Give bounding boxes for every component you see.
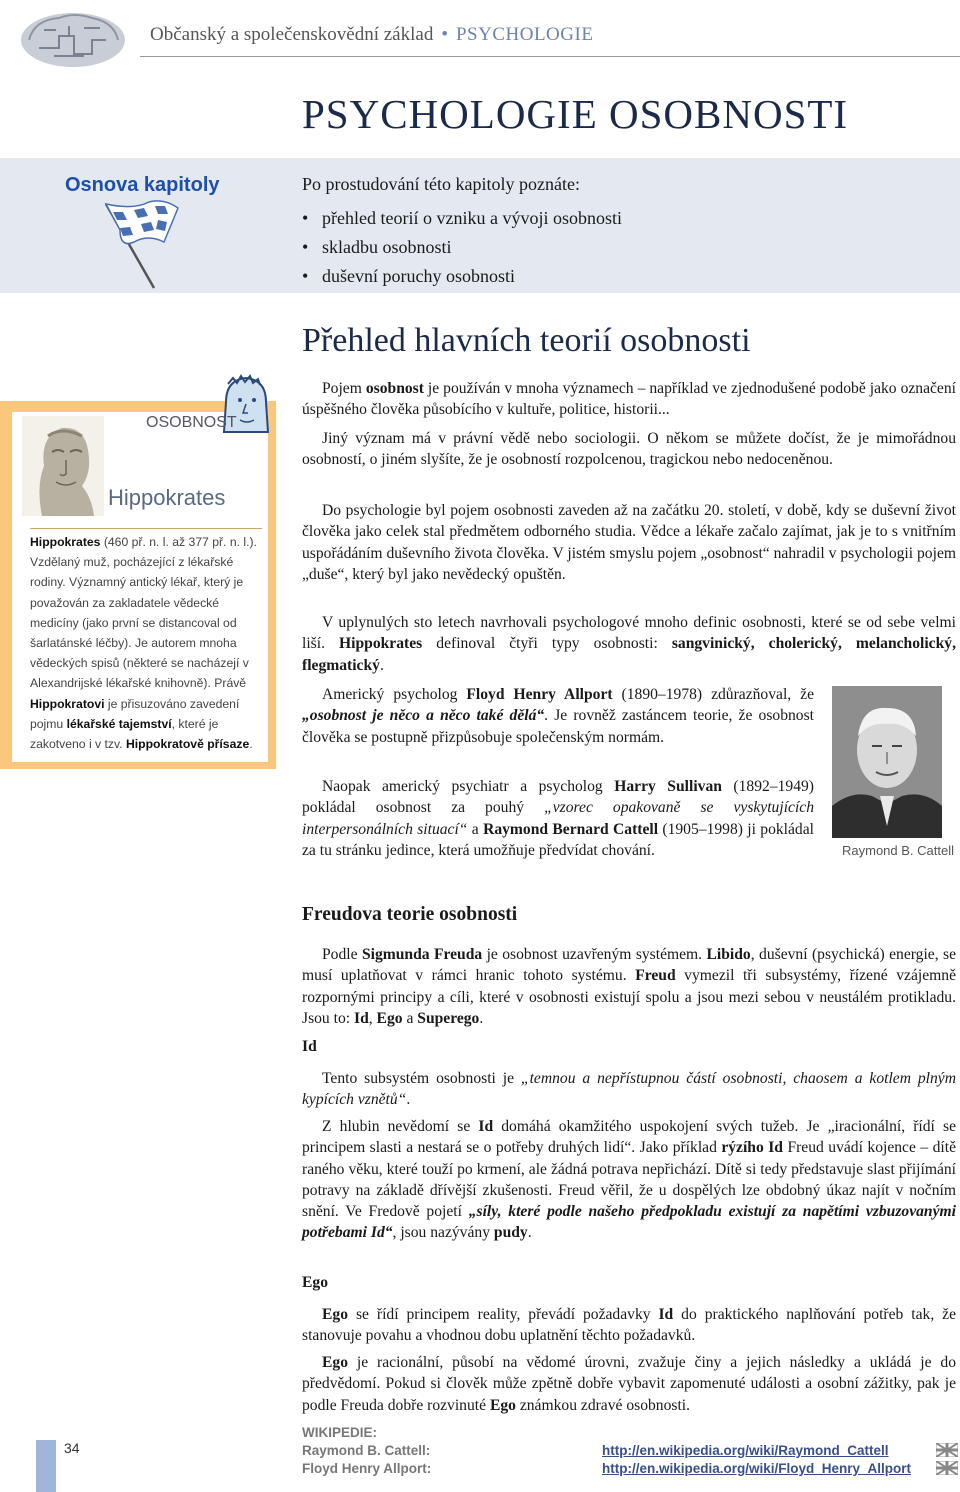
paragraph [302,1304,956,1347]
wiki-link-name: Raymond B. Cattell: [302,1443,431,1458]
text: a [402,1009,418,1027]
text: a [467,820,484,838]
paragraph: Do psychologie byl pojem osobnosti zaveden až na začátku 20. století, v době, kdy se duševní život člověka jako celek stal předmětem odborného studia. Vědce a lékaře začalo zajímat, jak je to s vnitřním uspořádáním duševního života člověka. V jistém smyslu pojem „osobnost“ nahradil v psychologii pojem „duše“, který byl jako nevědecký opuštěn. [302,502,956,583]
text: (1905–1998) ji pokládal za tu stránku jedince, která umožňuje předvídat chování. [302,820,814,859]
text: domáhá okamžitého uspokojení svých tužeb. Je „iracionální, řídí se principem slasti a nestará se o potřeby druhých lidí“. Jako příklad [302,1118,956,1157]
bold-text: Id [354,1009,369,1027]
uk-flag-icon[interactable] [936,1443,958,1457]
checkered-flag-icon [94,200,186,290]
paragraph [302,1352,956,1416]
hippocrates-bust-image [22,416,104,516]
text: (1892–1949) pokládal osobnost za pouhý [302,778,814,817]
text: vymezil tři subsystémy, řízené vzájemně rozpornými principy a cíli, které v osobnosti existují spolu a jsou mezi sebou v neustálém protikladu. Jsou to: [302,967,956,1027]
bold-text: Ego [376,1009,403,1027]
text: . [249,737,253,752]
paragraph [302,944,956,1029]
paragraph [302,776,814,861]
sidebar-divider [30,528,262,529]
wiki-link-row [302,1460,911,1478]
text: je přisuzováno zavedení pojmu [30,696,240,731]
text: známkou zdravé osobnosti. [515,1396,691,1414]
text: (460 př. n. l. až 377 př. n. l.). Vzdělaný muž, pocházející z lékařské rodiny. Významný antický lékař, který je považován za zakladatele vědecké medicíny (jako první se distancoval od šarlatánské léčby). Je autorem mnoha vědeckých spisů (některé se nacházejí v Alexandrijské lékařské knihovně). Právě [30,535,257,691]
bold-text: lékařské tajemství [66,716,172,731]
header-divider [140,56,960,57]
text: Freud uvádí kojence – dítě raného věku, které touží po krmení, ale žádná potrava nepřichází. Dítě si tedy představuje slast přijímání potravy na základě dřívější zkušenosti. Freud věřil, že u dospělých lze obdobný úkaz najít v nočním snění. Ve Fredově pojetí [302,1139,956,1221]
freud-section-heading: Freudova teorie osobnosti [302,904,518,925]
bold-text: sangvinický, cholerický, melancholický, flegmatický [302,635,956,674]
outline-intro: Po prostudování této kapitoly poznáte: [302,174,580,194]
outline-list [302,204,622,291]
outline-item: • skladbu osobnosti [302,233,622,262]
sidebar-label: OSOBNOST [146,414,237,431]
wiki-link-cattell[interactable]: http://en.wikipedia.org/wiki/Raymond_Cattell [602,1443,889,1458]
text: do praktického naplňování potřeb tak, že stanovuje povahu a vhodnou dobu uplatnění těchto požadavků. [302,1306,957,1345]
text: . Je rovněž zastáncem teorie, že osobnost člověka se postupně přizpůsobuje společenským normám. [302,707,814,746]
bold-text: osobnost [365,380,424,397]
text: Naopak americký psychiatr a psycholog [322,778,615,795]
text: je racionální, působí na vědomé úrovni, zvažuje činy a jejich následky a ukládá je do předvědomí. Pokud si člověk může zpětně dobře vybavit zapomenuté události a osobní zážitky, pak je podle Freuda dobře rozvinuté [302,1354,956,1414]
text: Podle [322,946,362,963]
page-number-bar [36,1440,56,1492]
subject-name: PSYCHOLOGIE [455,24,594,45]
sidebar-text [30,532,258,754]
bold-text: Sigmunda Freuda [361,946,483,963]
uk-flag-icon[interactable] [936,1461,958,1475]
text: je používán v mnoha významech – například ve zjednodušené podobě jako označení úspěšného člověka působícího v kultuře, politice, historii... [302,380,956,419]
wiki-label: WIKIPEDIE: [302,1425,378,1440]
text: . [406,1091,411,1109]
text: , [368,1009,377,1027]
paragraph [302,378,956,421]
paragraph [302,612,956,676]
wiki-link-name: Floyd Henry Allport: [302,1461,432,1476]
text: . [379,656,384,674]
id-heading: Id [302,1038,317,1055]
outline-item: • duševní poruchy osobnosti [302,262,622,291]
page-number: 34 [64,1440,80,1456]
bold-text: pudy [493,1224,528,1242]
bold-text: Superego [417,1009,480,1027]
bold-italic-text: „osobnost je něco a něco také dělá“ [302,707,545,725]
outline-title: Osnova kapitoly [65,174,220,196]
wiki-link-row [302,1442,911,1460]
portrait-caption: Raymond B. Cattell [842,843,954,858]
text: se řídí principem reality, převádí požadavky [348,1306,659,1323]
text: (1890–1978) zdůrazňoval, že [612,686,814,703]
text: Tento subsystém osobnosti je [322,1070,521,1087]
brain-maze-logo [14,8,132,68]
paragraph [302,1068,956,1111]
text: Americký psycholog [322,686,467,703]
ego-heading: Ego [302,1274,328,1291]
bold-text: Ego [322,1354,348,1371]
text: . [479,1009,484,1027]
text: je osobnost uzavřeným systémem. [482,946,707,963]
bold-text: Ego [489,1396,516,1414]
section-title: Přehled hlavních teorií osobnosti [302,322,751,359]
bold-text: Id [658,1306,674,1323]
page-title: PSYCHOLOGIE OSOBNOSTI [302,91,849,137]
bold-text: Raymond Bernard Cattell [483,820,659,838]
paragraph: Jiný význam má v právní vědě nebo sociologii. O někom se můžete dočíst, že je mimořádnou osobností, o jiném slyšíte, že je osobností rozpolcenou, tragickou nebo nedoceněnou. [302,430,956,469]
bold-text: Libido [706,946,751,963]
wikipedia-links [302,1424,911,1478]
text: Z hlubin nevědomí se [322,1118,479,1135]
text: definoval čtyři typy osobnosti: [422,635,672,653]
bullet-separator: • [441,24,448,45]
text: , jsou nazývány [392,1224,494,1242]
sidebar-name: Hippokrates [108,485,226,510]
bold-text: Freud [635,967,676,985]
bold-text: Hippokratovi [30,696,105,711]
raymond-cattell-portrait [832,686,942,838]
text: , které je zakotveno i v tzv. [30,716,219,752]
italic-text: „vzorec opakovaně se vyskytujících interpersonálních situací“ [302,799,814,838]
text: Pojem [322,380,366,397]
text: V uplynulých sto letech navrhovali psychologové mnoho definic osobnosti, které se od sebe velmi liší. [302,614,956,653]
italic-text: „temnou a nepřístupnou částí osobnosti, chaosem a kotlem plným kypících vznětů“ [302,1070,956,1109]
bold-text: Ego [322,1306,348,1323]
text: , duševní (psychická) energie, se musí uplatňovat v rámci hranic tohoto systému. [302,946,956,985]
bold-text: Hippokrates [30,535,101,549]
bold-italic-text: „síly, které podle našeho předpokladu existují za napětími vzbuzovanými potřebami Id“ [302,1203,956,1242]
bold-text: rýzího Id [721,1139,783,1157]
outline-item: • přehled teorií o vzniku a vývoji osobnosti [302,204,622,233]
paragraph [302,684,814,748]
bold-text: Harry Sullivan [614,778,722,795]
bold-text: Id [478,1118,494,1135]
wiki-link-allport[interactable]: http://en.wikipedia.org/wiki/Floyd_Henry_Allport [602,1461,912,1476]
bold-text: Hippokrates [339,635,423,653]
text: . [527,1224,532,1242]
bold-text: Hippokratově přísaze [125,737,250,752]
bold-text: Floyd Henry Allport [466,686,613,703]
course-name: Občanský a společenskovědní základ [150,24,434,45]
header-breadcrumb [150,24,593,46]
paragraph [302,1116,956,1244]
